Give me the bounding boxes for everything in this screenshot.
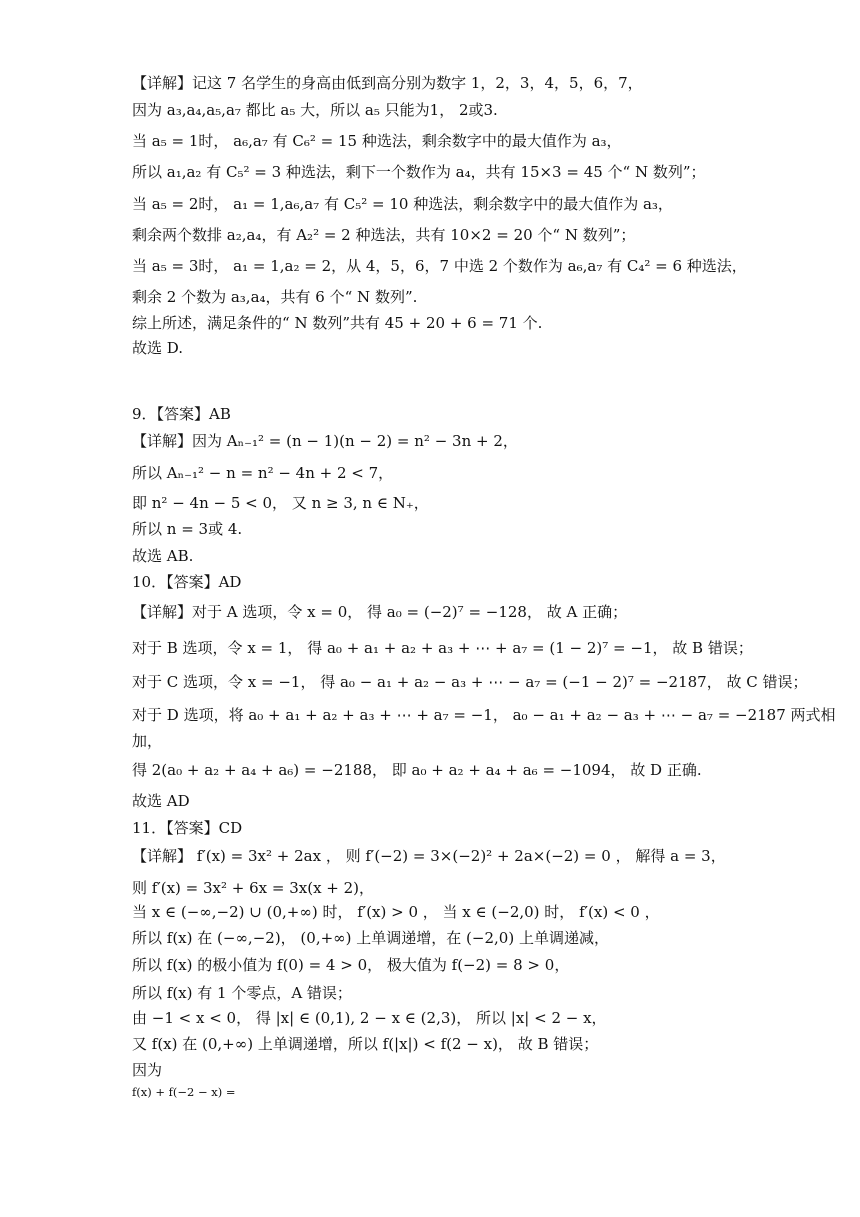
text-line: 当 a₅ = 1时， a₆,a₇ 有 C₆² = 15 种选法，剩余数字中的最大值作为 a₃， <box>132 132 622 150</box>
text-line: 故选 AB. <box>132 547 194 565</box>
text-line: 当 a₅ = 3时， a₁ = 1,a₂ = 2，从 4，5，6，7 中选 2 个数作为 a₆,a₇ 有 C₄² = 6 种选法， <box>132 257 747 275</box>
text-line: 因为 a₃,a₄,a₅,a₇ 都比 a₅ 大，所以 a₅ 只能为1， 2或3. <box>132 101 498 119</box>
text-line: 加， <box>132 732 163 750</box>
answer-heading: 10．【答案】AD <box>132 573 242 591</box>
text-line: 对于 C 选项，令 x = −1， 得 a₀ − a₁ + a₂ − a₃ + ⋯ − a₇ = (−1 − 2)⁷ = −2187， 故 C 错误； <box>132 673 808 691</box>
text-line: 对于 D 选项，将 a₀ + a₁ + a₂ + a₃ + ⋯ + a₇ = −1， a₀ − a₁ + a₂ − a₃ + ⋯ − a₇ = −2187 两式相 <box>132 706 836 724</box>
answer-heading: 11．【答案】CD <box>132 819 243 837</box>
text-line: 【详解】 f′(x) = 3x² + 2ax ， 则 f′(−2) = 3×(−2)² + 2a×(−2) = 0 ， 解得 a = 3， <box>132 847 726 865</box>
text-line: f(x) + f(−2 − x) = <box>132 1085 236 1099</box>
text-line: 所以 Aₙ₋₁² − n = n² − 4n + 2 < 7， <box>132 464 394 482</box>
text-line: 【详解】记这 7 名学生的身高由低到高分别为数字 1，2，3，4，5，6，7， <box>132 74 643 92</box>
text-line: 所以 f(x) 的极小值为 f(0) = 4 > 0， 极大值为 f(−2) = 8 > 0， <box>132 956 570 974</box>
text-line: 故选 AD <box>132 792 190 810</box>
text-line: 剩余两个数排 a₂,a₄，有 A₂² = 2 种选法，共有 10×2 = 20 个“ N 数列”； <box>132 226 636 244</box>
text-line: 所以 f(x) 在 (−∞,−2)， (0,+∞) 上单调递增，在 (−2,0) 上单调递减， <box>132 929 609 947</box>
text-line: 综上所述，满足条件的“ N 数列”共有 45 + 20 + 6 = 71 个. <box>132 314 543 332</box>
text-line: 由 −1 < x < 0， 得 |x| ∈ (0,1), 2 − x ∈ (2,3)， 所以 |x| < 2 − x， <box>132 1009 607 1027</box>
text-line: 即 n² − 4n − 5 < 0， 又 n ≥ 3, n ∈ N₊， <box>132 494 429 512</box>
text-line: 对于 B 选项，令 x = 1， 得 a₀ + a₁ + a₂ + a₃ + ⋯ + a₇ = (1 − 2)⁷ = −1， 故 B 错误； <box>132 639 753 657</box>
text-line: 所以 a₁,a₂ 有 C₅² = 3 种选法，剩下一个数作为 a₄，共有 15×3 = 45 个“ N 数列”； <box>132 163 706 181</box>
text-line: 得 2(a₀ + a₂ + a₄ + a₆) = −2188， 即 a₀ + a₂ + a₄ + a₆ = −1094， 故 D 正确. <box>132 761 702 779</box>
text-line: 所以 f(x) 有 1 个零点，A 错误； <box>132 984 352 1002</box>
text-line: 当 x ∈ (−∞,−2) ∪ (0,+∞) 时， f′(x) > 0 ， 当 x ∈ (−2,0) 时， f′(x) < 0 ， <box>132 903 660 921</box>
text-line: 又 f(x) 在 (0,+∞) 上单调递增，所以 f(|x|) < f(2 − x)， 故 B 错误； <box>132 1035 599 1053</box>
answer-heading: 9．【答案】AB <box>132 405 231 423</box>
text-line: 因为 <box>132 1061 163 1079</box>
text-line: 则 f′(x) = 3x² + 6x = 3x(x + 2)， <box>132 879 375 897</box>
text-line: 故选 D. <box>132 339 184 357</box>
text-line: 【详解】对于 A 选项，令 x = 0， 得 a₀ = (−2)⁷ = −128， 故 A 正确； <box>132 603 628 621</box>
text-line: 所以 n = 3或 4. <box>132 520 243 538</box>
text-line: 剩余 2 个数为 a₃,a₄，共有 6 个“ N 数列”. <box>132 288 418 306</box>
text-line: 【详解】因为 Aₙ₋₁² = (n − 1)(n − 2) = n² − 3n + 2， <box>132 432 518 450</box>
text-line: 当 a₅ = 2时， a₁ = 1,a₆,a₇ 有 C₅² = 10 种选法，剩余数字中的最大值作为 a₃， <box>132 195 673 213</box>
